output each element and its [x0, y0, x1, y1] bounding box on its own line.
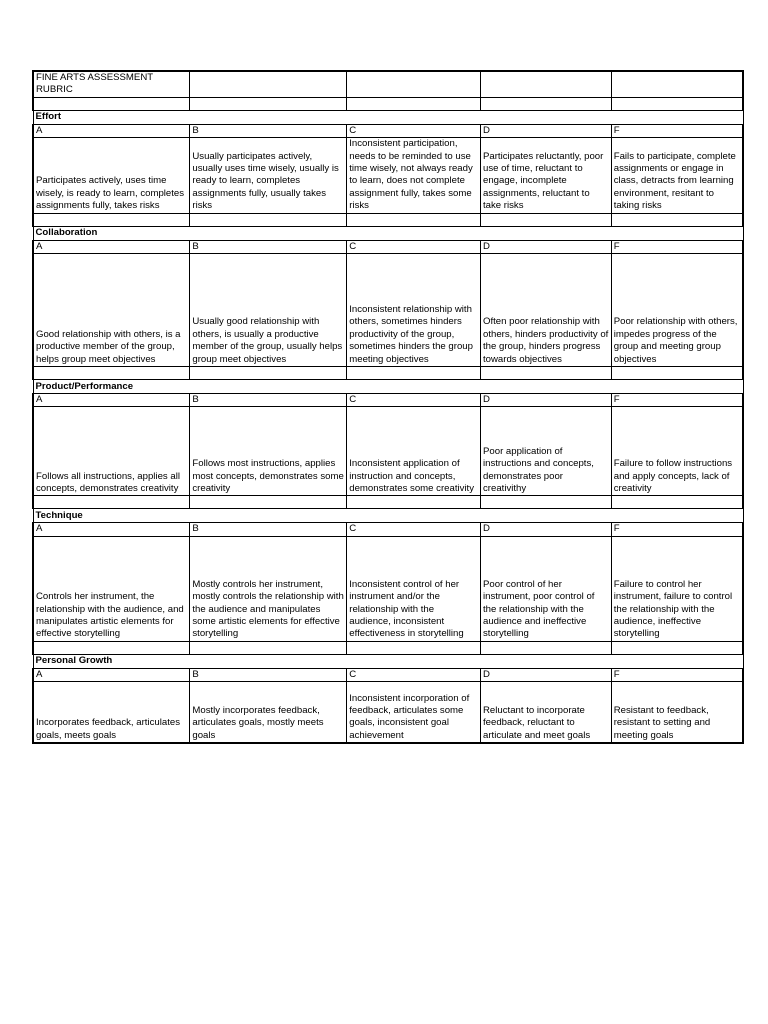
empty-cell — [347, 110, 481, 124]
grade-label: D — [481, 240, 612, 253]
empty-cell — [611, 213, 743, 226]
descriptor-cell: Resistant to feedback, resistant to setting and meeting goals — [611, 682, 743, 744]
empty-cell — [33, 496, 190, 509]
grade-label: D — [481, 124, 612, 137]
empty-cell — [33, 641, 190, 654]
descriptor-cell: Follows most instructions, applies most concepts, demonstrates some creativity — [190, 407, 347, 496]
grade-label: B — [190, 240, 347, 253]
descriptor-cell: Fails to participate, complete assignments or engage in class, detracts from learning environment, resitant to taking risks — [611, 138, 743, 213]
grade-label: C — [347, 394, 481, 407]
empty-cell — [347, 367, 481, 380]
descriptor-row — [33, 536, 743, 641]
rubric-table — [32, 70, 744, 744]
empty-cell — [611, 654, 743, 668]
grade-label: A — [33, 394, 190, 407]
descriptor-cell: Inconsistent application of instruction and concepts, demonstrates some creativity — [347, 407, 481, 496]
descriptor-cell: Inconsistent incorporation of feedback, articulates some goals, inconsistent goal achievement — [347, 682, 481, 744]
empty-cell — [481, 496, 612, 509]
grade-label: C — [347, 124, 481, 137]
grade-label: F — [611, 124, 743, 137]
empty-cell — [347, 496, 481, 509]
grade-label: D — [481, 523, 612, 536]
empty-cell — [347, 641, 481, 654]
empty-cell — [190, 380, 347, 394]
empty-cell — [481, 380, 612, 394]
grade-label: A — [33, 124, 190, 137]
empty-cell — [347, 226, 481, 240]
descriptor-cell: Good relationship with others, is a productive member of the group, helps group meet objectives — [33, 254, 190, 367]
grade-label: B — [190, 668, 347, 681]
descriptor-cell: Follows all instructions, applies all concepts, demonstrates creativity — [33, 407, 190, 496]
empty-cell — [190, 97, 347, 110]
title-row — [33, 71, 743, 97]
empty-cell — [190, 509, 347, 523]
section-header-row — [33, 654, 743, 668]
grade-row — [33, 124, 743, 137]
descriptor-cell: Participates reluctantly, poor use of time, reluctant to engage, incomplete assignments, reluctant to take risks — [481, 138, 612, 213]
empty-cell — [611, 110, 743, 124]
empty-cell — [611, 496, 743, 509]
blank-row — [33, 496, 743, 509]
grade-row — [33, 394, 743, 407]
empty-cell — [190, 641, 347, 654]
grade-label: B — [190, 124, 347, 137]
descriptor-cell: Inconsistent relationship with others, sometimes hinders productivity of the group, sometimes hinders the group meeting objectives — [347, 254, 481, 367]
empty-cell — [611, 641, 743, 654]
section-header-row — [33, 380, 743, 394]
grade-label: F — [611, 523, 743, 536]
grade-label: F — [611, 668, 743, 681]
empty-cell — [611, 226, 743, 240]
blank-row — [33, 97, 743, 110]
empty-cell — [611, 367, 743, 380]
empty-cell — [190, 226, 347, 240]
blank-row — [33, 367, 743, 380]
descriptor-cell: Poor relationship with others, impedes progress of the group and meeting group objectives — [611, 254, 743, 367]
empty-cell — [347, 509, 481, 523]
empty-cell — [190, 110, 347, 124]
empty-cell — [611, 97, 743, 110]
rubric-sheet — [32, 70, 744, 744]
descriptor-cell: Mostly incorporates feedback, articulates goals, mostly meets goals — [190, 682, 347, 744]
empty-cell — [611, 380, 743, 394]
grade-label: B — [190, 394, 347, 407]
grade-label: D — [481, 668, 612, 681]
grade-label: C — [347, 523, 481, 536]
empty-cell — [347, 71, 481, 97]
descriptor-cell: Often poor relationship with others, hinders productivity of the group, hinders progress towards objectives — [481, 254, 612, 367]
grade-label: F — [611, 394, 743, 407]
grade-label: D — [481, 394, 612, 407]
descriptor-cell: Usually participates actively, usually uses time wisely, usually is ready to learn, completes assignments fully, usually takes risks — [190, 138, 347, 213]
grade-row — [33, 668, 743, 681]
descriptor-row — [33, 682, 743, 744]
empty-cell — [481, 509, 612, 523]
descriptor-cell: Incorporates feedback, articulates goals, meets goals — [33, 682, 190, 744]
empty-cell — [190, 654, 347, 668]
grade-label: B — [190, 523, 347, 536]
descriptor-cell: Reluctant to incorporate feedback, reluctant to articulate and meet goals — [481, 682, 612, 744]
descriptor-cell: Controls her instrument, the relationship with the audience, and manipulates artistic elements for effective storytelling — [33, 536, 190, 641]
grade-row — [33, 240, 743, 253]
empty-cell — [481, 226, 612, 240]
blank-row — [33, 213, 743, 226]
empty-cell — [33, 213, 190, 226]
section-header-row — [33, 226, 743, 240]
grade-label: C — [347, 668, 481, 681]
section-title: Collaboration — [33, 226, 190, 240]
descriptor-row — [33, 254, 743, 367]
grade-label: F — [611, 240, 743, 253]
section-header-row — [33, 509, 743, 523]
empty-cell — [347, 654, 481, 668]
descriptor-cell: Inconsistent participation, needs to be reminded to use time wisely, not always ready to learn, does not complete assignment fully, takes some risks — [347, 138, 481, 213]
empty-cell — [611, 509, 743, 523]
descriptor-row — [33, 407, 743, 496]
descriptor-cell: Mostly controls her instrument, mostly controls the relationship with the audience and manipulates some artistic elements for effective storytelling — [190, 536, 347, 641]
section-header-row — [33, 110, 743, 124]
descriptor-cell: Failure to control her instrument, failure to control the relationship with the audience, ineffective storytelling — [611, 536, 743, 641]
descriptor-row — [33, 138, 743, 213]
empty-cell — [347, 380, 481, 394]
section-title: Technique — [33, 509, 190, 523]
empty-cell — [33, 367, 190, 380]
section-title: Product/Performance — [33, 380, 190, 394]
blank-row — [33, 641, 743, 654]
empty-cell — [347, 97, 481, 110]
empty-cell — [481, 97, 612, 110]
empty-cell — [347, 213, 481, 226]
grade-label: A — [33, 240, 190, 253]
grade-label: A — [33, 523, 190, 536]
descriptor-cell: Participates actively, uses time wisely, is ready to learn, completes assignments fully, takes risks — [33, 138, 190, 213]
grade-label: A — [33, 668, 190, 681]
section-title: Effort — [33, 110, 190, 124]
grade-row — [33, 523, 743, 536]
empty-cell — [481, 71, 612, 97]
section-title: Personal Growth — [33, 654, 190, 668]
empty-cell — [190, 213, 347, 226]
rubric-title: FINE ARTS ASSESSMENT RUBRIC — [33, 71, 190, 97]
descriptor-cell: Poor application of instructions and concepts, demonstrates poor creativithy — [481, 407, 612, 496]
descriptor-cell: Usually good relationship with others, is usually a productive member of the group, usually helps group meet objectives — [190, 254, 347, 367]
empty-cell — [190, 71, 347, 97]
empty-cell — [481, 110, 612, 124]
empty-cell — [190, 496, 347, 509]
grade-label: C — [347, 240, 481, 253]
empty-cell — [481, 367, 612, 380]
empty-cell — [481, 654, 612, 668]
empty-cell — [611, 71, 743, 97]
empty-cell — [190, 367, 347, 380]
descriptor-cell: Inconsistent control of her instrument and/or the relationship with the audience, inconsistent effectiveness in storytelling — [347, 536, 481, 641]
empty-cell — [481, 641, 612, 654]
empty-cell — [481, 213, 612, 226]
empty-cell — [33, 97, 190, 110]
descriptor-cell: Poor control of her instrument, poor control of the relationship with the audience and ineffective storytelling — [481, 536, 612, 641]
descriptor-cell: Failure to follow instructions and apply concepts, lack of creativity — [611, 407, 743, 496]
